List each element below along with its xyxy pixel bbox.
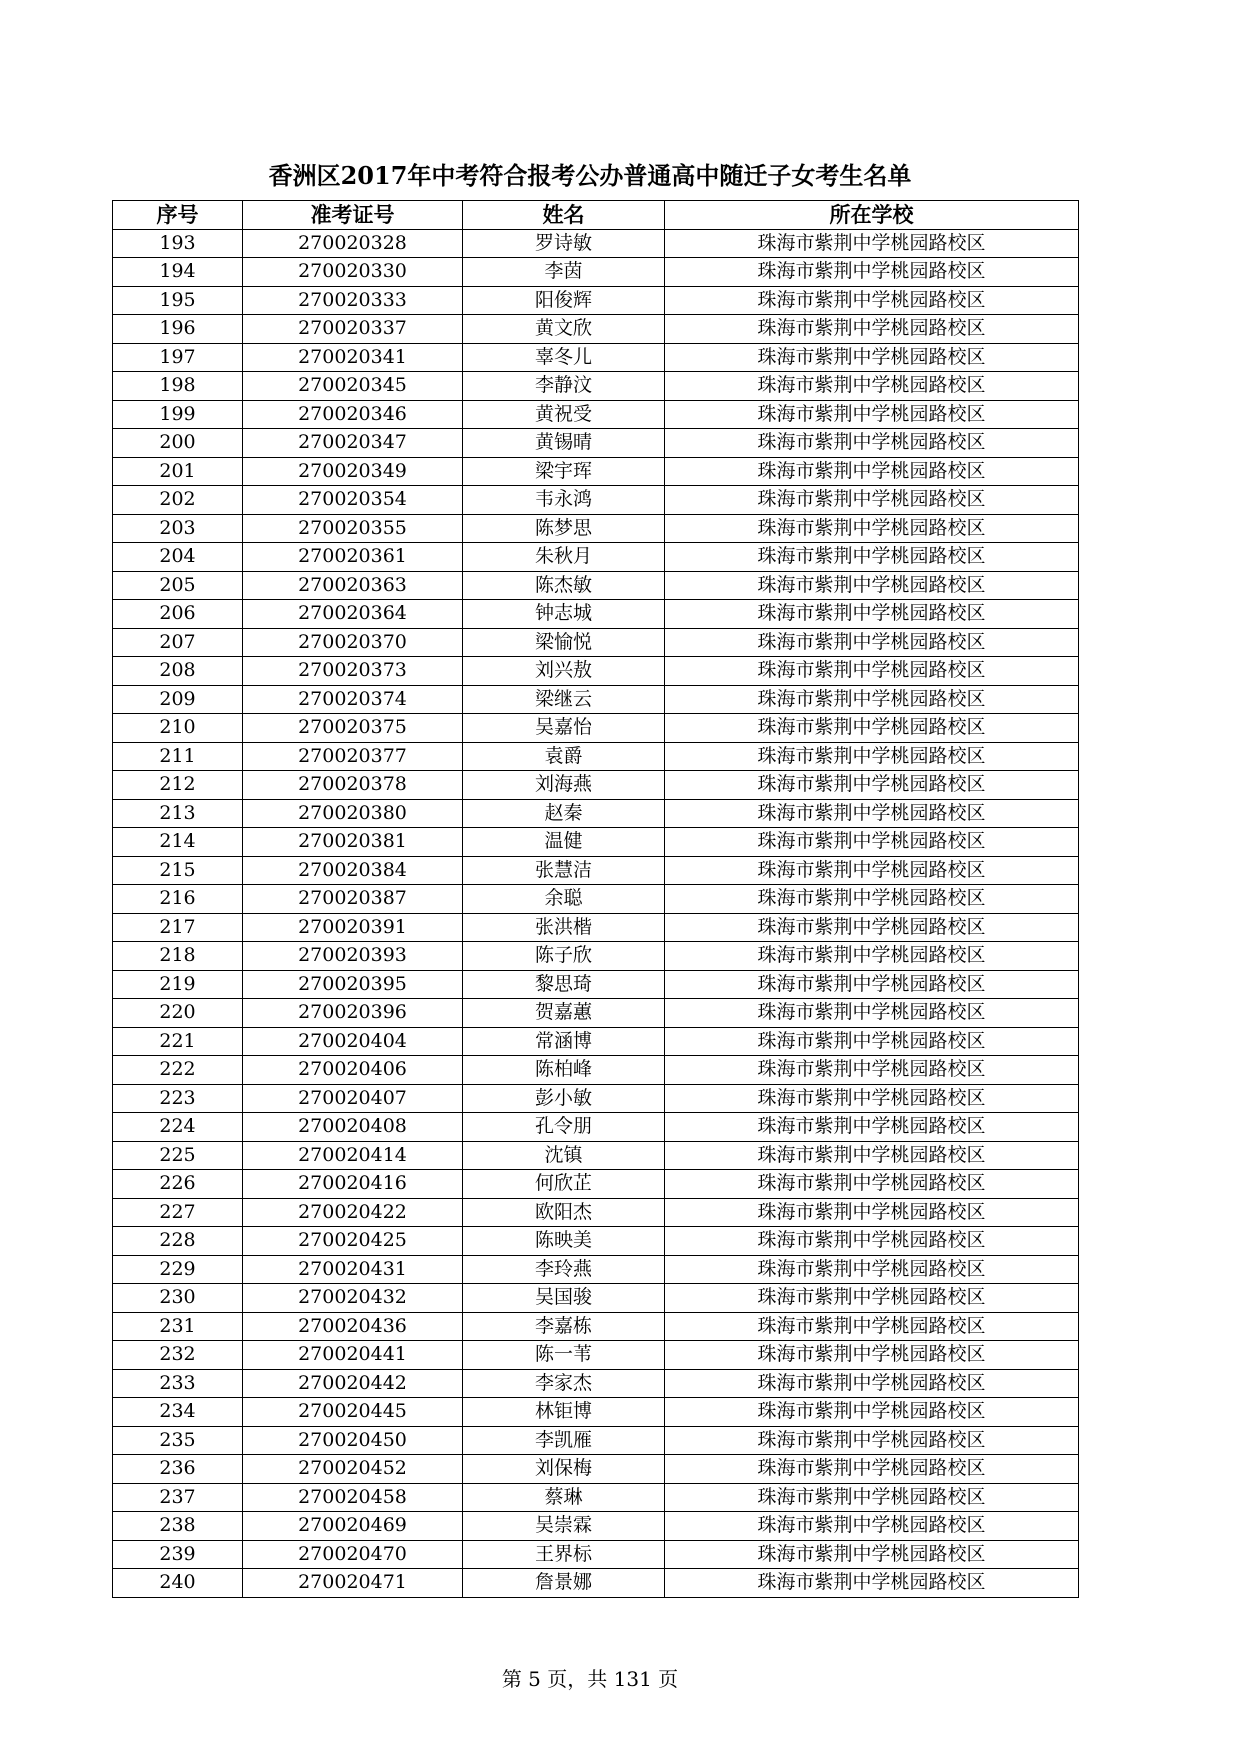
table-row — [113, 771, 1079, 800]
table-row — [113, 657, 1079, 686]
cell-seq: 229 — [113, 1255, 243, 1284]
table-row — [113, 856, 1079, 885]
column-header-seq: 序号 — [113, 201, 243, 230]
cell-school: 珠海市紫荆中学桃园路校区 — [665, 885, 1079, 914]
cell-name: 蔡琳 — [463, 1483, 665, 1512]
table-row — [113, 1027, 1079, 1056]
cell-exam-id: 270020337 — [243, 315, 463, 344]
cell-name: 黄锡晴 — [463, 429, 665, 458]
table-row — [113, 1284, 1079, 1313]
cell-name: 刘海燕 — [463, 771, 665, 800]
cell-school: 珠海市紫荆中学桃园路校区 — [665, 657, 1079, 686]
cell-name: 贺嘉蕙 — [463, 999, 665, 1028]
cell-exam-id: 270020354 — [243, 486, 463, 515]
cell-seq: 230 — [113, 1284, 243, 1313]
table-row — [113, 1540, 1079, 1569]
cell-school: 珠海市紫荆中学桃园路校区 — [665, 372, 1079, 401]
cell-exam-id: 270020387 — [243, 885, 463, 914]
cell-seq: 203 — [113, 514, 243, 543]
table-row — [113, 1455, 1079, 1484]
cell-exam-id: 270020416 — [243, 1170, 463, 1199]
cell-exam-id: 270020346 — [243, 400, 463, 429]
table-row — [113, 942, 1079, 971]
cell-school: 珠海市紫荆中学桃园路校区 — [665, 1341, 1079, 1370]
cell-exam-id: 270020445 — [243, 1398, 463, 1427]
cell-exam-id: 270020355 — [243, 514, 463, 543]
cell-school: 珠海市紫荆中学桃园路校区 — [665, 970, 1079, 999]
cell-name: 李凯雁 — [463, 1426, 665, 1455]
table-row — [113, 913, 1079, 942]
cell-exam-id: 270020414 — [243, 1141, 463, 1170]
cell-name: 刘兴敖 — [463, 657, 665, 686]
cell-exam-id: 270020425 — [243, 1227, 463, 1256]
cell-name: 吴国骏 — [463, 1284, 665, 1313]
cell-name: 黄祝受 — [463, 400, 665, 429]
cell-seq: 232 — [113, 1341, 243, 1370]
cell-name: 余聪 — [463, 885, 665, 914]
cell-school: 珠海市紫荆中学桃园路校区 — [665, 1312, 1079, 1341]
cell-school: 珠海市紫荆中学桃园路校区 — [665, 742, 1079, 771]
cell-school: 珠海市紫荆中学桃园路校区 — [665, 685, 1079, 714]
cell-seq: 219 — [113, 970, 243, 999]
cell-seq: 200 — [113, 429, 243, 458]
cell-exam-id: 270020432 — [243, 1284, 463, 1313]
cell-seq: 196 — [113, 315, 243, 344]
table-row — [113, 1398, 1079, 1427]
cell-school: 珠海市紫荆中学桃园路校区 — [665, 628, 1079, 657]
cell-name: 陈梦思 — [463, 514, 665, 543]
cell-school: 珠海市紫荆中学桃园路校区 — [665, 486, 1079, 515]
cell-name: 李玲燕 — [463, 1255, 665, 1284]
cell-school: 珠海市紫荆中学桃园路校区 — [665, 229, 1079, 258]
cell-seq: 228 — [113, 1227, 243, 1256]
cell-school: 珠海市紫荆中学桃园路校区 — [665, 514, 1079, 543]
cell-school: 珠海市紫荆中学桃园路校区 — [665, 286, 1079, 315]
cell-seq: 204 — [113, 543, 243, 572]
cell-name: 陈柏峰 — [463, 1056, 665, 1085]
cell-exam-id: 270020407 — [243, 1084, 463, 1113]
cell-exam-id: 270020370 — [243, 628, 463, 657]
cell-name: 韦永鸿 — [463, 486, 665, 515]
cell-school: 珠海市紫荆中学桃园路校区 — [665, 258, 1079, 287]
table-row — [113, 1426, 1079, 1455]
cell-seq: 224 — [113, 1113, 243, 1142]
cell-seq: 201 — [113, 457, 243, 486]
cell-exam-id: 270020363 — [243, 571, 463, 600]
cell-exam-id: 270020408 — [243, 1113, 463, 1142]
table-row — [113, 457, 1079, 486]
cell-name: 吴崇霖 — [463, 1512, 665, 1541]
table-row — [113, 1113, 1079, 1142]
cell-school: 珠海市紫荆中学桃园路校区 — [665, 999, 1079, 1028]
table-row — [113, 885, 1079, 914]
cell-name: 李嘉栋 — [463, 1312, 665, 1341]
cell-exam-id: 270020470 — [243, 1540, 463, 1569]
cell-seq: 214 — [113, 828, 243, 857]
cell-exam-id: 270020330 — [243, 258, 463, 287]
cell-school: 珠海市紫荆中学桃园路校区 — [665, 1056, 1079, 1085]
table-row — [113, 1369, 1079, 1398]
cell-name: 孔令朋 — [463, 1113, 665, 1142]
cell-school: 珠海市紫荆中学桃园路校区 — [665, 1141, 1079, 1170]
cell-name: 钟志城 — [463, 600, 665, 629]
cell-school: 珠海市紫荆中学桃园路校区 — [665, 1255, 1079, 1284]
cell-exam-id: 270020381 — [243, 828, 463, 857]
cell-name: 梁继云 — [463, 685, 665, 714]
cell-exam-id: 270020436 — [243, 1312, 463, 1341]
table-row — [113, 1512, 1079, 1541]
cell-name: 沈镇 — [463, 1141, 665, 1170]
cell-school: 珠海市紫荆中学桃园路校区 — [665, 942, 1079, 971]
cell-seq: 236 — [113, 1455, 243, 1484]
cell-exam-id: 270020345 — [243, 372, 463, 401]
cell-exam-id: 270020471 — [243, 1569, 463, 1598]
table-body — [113, 229, 1079, 1597]
cell-seq: 210 — [113, 714, 243, 743]
cell-name: 陈一苇 — [463, 1341, 665, 1370]
cell-school: 珠海市紫荆中学桃园路校区 — [665, 343, 1079, 372]
cell-school: 珠海市紫荆中学桃园路校区 — [665, 1569, 1079, 1598]
cell-school: 珠海市紫荆中学桃园路校区 — [665, 543, 1079, 572]
cell-name: 黄文欣 — [463, 315, 665, 344]
table-row — [113, 628, 1079, 657]
cell-exam-id: 270020395 — [243, 970, 463, 999]
student-roster-table — [112, 200, 1079, 1598]
column-header-school: 所在学校 — [665, 201, 1079, 230]
cell-seq: 231 — [113, 1312, 243, 1341]
cell-exam-id: 270020347 — [243, 429, 463, 458]
cell-seq: 193 — [113, 229, 243, 258]
cell-seq: 217 — [113, 913, 243, 942]
cell-seq: 205 — [113, 571, 243, 600]
cell-school: 珠海市紫荆中学桃园路校区 — [665, 828, 1079, 857]
table-row — [113, 1170, 1079, 1199]
cell-seq: 220 — [113, 999, 243, 1028]
cell-school: 珠海市紫荆中学桃园路校区 — [665, 457, 1079, 486]
cell-exam-id: 270020469 — [243, 1512, 463, 1541]
table-row — [113, 1227, 1079, 1256]
cell-seq: 194 — [113, 258, 243, 287]
cell-seq: 195 — [113, 286, 243, 315]
table-row — [113, 1255, 1079, 1284]
cell-name: 朱秋月 — [463, 543, 665, 572]
cell-name: 阳俊辉 — [463, 286, 665, 315]
cell-school: 珠海市紫荆中学桃园路校区 — [665, 856, 1079, 885]
cell-school: 珠海市紫荆中学桃园路校区 — [665, 315, 1079, 344]
column-header-name: 姓名 — [463, 201, 665, 230]
cell-name: 陈子欣 — [463, 942, 665, 971]
cell-school: 珠海市紫荆中学桃园路校区 — [665, 1084, 1079, 1113]
cell-exam-id: 270020431 — [243, 1255, 463, 1284]
cell-exam-id: 270020333 — [243, 286, 463, 315]
cell-exam-id: 270020364 — [243, 600, 463, 629]
cell-school: 珠海市紫荆中学桃园路校区 — [665, 1027, 1079, 1056]
cell-school: 珠海市紫荆中学桃园路校区 — [665, 1284, 1079, 1313]
cell-school: 珠海市紫荆中学桃园路校区 — [665, 400, 1079, 429]
cell-name: 张慧洁 — [463, 856, 665, 885]
table-row — [113, 486, 1079, 515]
cell-seq: 237 — [113, 1483, 243, 1512]
cell-name: 陈映美 — [463, 1227, 665, 1256]
cell-seq: 227 — [113, 1198, 243, 1227]
cell-seq: 209 — [113, 685, 243, 714]
cell-school: 珠海市紫荆中学桃园路校区 — [665, 1170, 1079, 1199]
cell-seq: 218 — [113, 942, 243, 971]
cell-seq: 238 — [113, 1512, 243, 1541]
cell-school: 珠海市紫荆中学桃园路校区 — [665, 1227, 1079, 1256]
cell-seq: 221 — [113, 1027, 243, 1056]
cell-school: 珠海市紫荆中学桃园路校区 — [665, 429, 1079, 458]
cell-exam-id: 270020384 — [243, 856, 463, 885]
table-row — [113, 1569, 1079, 1598]
cell-name: 欧阳杰 — [463, 1198, 665, 1227]
table-row — [113, 714, 1079, 743]
table-row — [113, 828, 1079, 857]
cell-seq: 233 — [113, 1369, 243, 1398]
cell-name: 李茵 — [463, 258, 665, 287]
cell-exam-id: 270020328 — [243, 229, 463, 258]
cell-school: 珠海市紫荆中学桃园路校区 — [665, 913, 1079, 942]
cell-seq: 226 — [113, 1170, 243, 1199]
cell-seq: 208 — [113, 657, 243, 686]
table-row — [113, 1312, 1079, 1341]
cell-exam-id: 270020361 — [243, 543, 463, 572]
cell-name: 黎思琦 — [463, 970, 665, 999]
cell-school: 珠海市紫荆中学桃园路校区 — [665, 571, 1079, 600]
table-row — [113, 600, 1079, 629]
cell-school: 珠海市紫荆中学桃园路校区 — [665, 1483, 1079, 1512]
page-title: 香洲区2017年中考符合报考公办普通高中随迁子女考生名单 — [268, 161, 912, 190]
cell-name: 常涵博 — [463, 1027, 665, 1056]
table-row — [113, 343, 1079, 372]
cell-exam-id: 270020396 — [243, 999, 463, 1028]
cell-seq: 239 — [113, 1540, 243, 1569]
cell-exam-id: 270020450 — [243, 1426, 463, 1455]
cell-exam-id: 270020373 — [243, 657, 463, 686]
cell-name: 彭小敏 — [463, 1084, 665, 1113]
cell-seq: 198 — [113, 372, 243, 401]
column-header-exam-id: 准考证号 — [243, 201, 463, 230]
cell-name: 陈杰敏 — [463, 571, 665, 600]
cell-school: 珠海市紫荆中学桃园路校区 — [665, 1512, 1079, 1541]
table-header-row — [113, 201, 1079, 230]
cell-seq: 225 — [113, 1141, 243, 1170]
cell-seq: 212 — [113, 771, 243, 800]
cell-seq: 213 — [113, 799, 243, 828]
cell-name: 温健 — [463, 828, 665, 857]
cell-exam-id: 270020378 — [243, 771, 463, 800]
cell-school: 珠海市紫荆中学桃园路校区 — [665, 1455, 1079, 1484]
cell-school: 珠海市紫荆中学桃园路校区 — [665, 1426, 1079, 1455]
table-row — [113, 315, 1079, 344]
cell-seq: 211 — [113, 742, 243, 771]
cell-school: 珠海市紫荆中学桃园路校区 — [665, 600, 1079, 629]
cell-school: 珠海市紫荆中学桃园路校区 — [665, 1398, 1079, 1427]
cell-name: 林钜博 — [463, 1398, 665, 1427]
cell-exam-id: 270020452 — [243, 1455, 463, 1484]
cell-name: 辜冬儿 — [463, 343, 665, 372]
cell-name: 李静汶 — [463, 372, 665, 401]
cell-name: 吴嘉怡 — [463, 714, 665, 743]
cell-name: 刘保梅 — [463, 1455, 665, 1484]
cell-school: 珠海市紫荆中学桃园路校区 — [665, 1369, 1079, 1398]
table-row — [113, 543, 1079, 572]
cell-exam-id: 270020442 — [243, 1369, 463, 1398]
cell-exam-id: 270020380 — [243, 799, 463, 828]
cell-school: 珠海市紫荆中学桃园路校区 — [665, 1113, 1079, 1142]
cell-school: 珠海市紫荆中学桃园路校区 — [665, 1540, 1079, 1569]
cell-seq: 235 — [113, 1426, 243, 1455]
table-row — [113, 1341, 1079, 1370]
table-row — [113, 400, 1079, 429]
cell-name: 赵秦 — [463, 799, 665, 828]
table-row — [113, 229, 1079, 258]
cell-exam-id: 270020349 — [243, 457, 463, 486]
cell-seq: 215 — [113, 856, 243, 885]
cell-school: 珠海市紫荆中学桃园路校区 — [665, 714, 1079, 743]
table-row — [113, 1084, 1079, 1113]
cell-seq: 206 — [113, 600, 243, 629]
cell-name: 张洪楷 — [463, 913, 665, 942]
table-row — [113, 1198, 1079, 1227]
cell-exam-id: 270020393 — [243, 942, 463, 971]
cell-seq: 222 — [113, 1056, 243, 1085]
cell-school: 珠海市紫荆中学桃园路校区 — [665, 799, 1079, 828]
cell-name: 李家杰 — [463, 1369, 665, 1398]
cell-seq: 223 — [113, 1084, 243, 1113]
table-row — [113, 685, 1079, 714]
cell-exam-id: 270020375 — [243, 714, 463, 743]
cell-exam-id: 270020391 — [243, 913, 463, 942]
table-row — [113, 1056, 1079, 1085]
cell-name: 罗诗敏 — [463, 229, 665, 258]
table-row — [113, 742, 1079, 771]
cell-name: 詹景娜 — [463, 1569, 665, 1598]
table-row — [113, 286, 1079, 315]
cell-exam-id: 270020404 — [243, 1027, 463, 1056]
table-row — [113, 999, 1079, 1028]
page-footer: 第 5 页，共 131 页 — [501, 1667, 679, 1691]
cell-seq: 240 — [113, 1569, 243, 1598]
table-row — [113, 799, 1079, 828]
cell-name: 梁愉悦 — [463, 628, 665, 657]
cell-name: 梁宇珲 — [463, 457, 665, 486]
cell-seq: 202 — [113, 486, 243, 515]
cell-school: 珠海市紫荆中学桃园路校区 — [665, 1198, 1079, 1227]
cell-school: 珠海市紫荆中学桃园路校区 — [665, 771, 1079, 800]
table-row — [113, 429, 1079, 458]
cell-exam-id: 270020441 — [243, 1341, 463, 1370]
cell-seq: 199 — [113, 400, 243, 429]
cell-name: 何欣芷 — [463, 1170, 665, 1199]
cell-exam-id: 270020341 — [243, 343, 463, 372]
table-row — [113, 372, 1079, 401]
cell-exam-id: 270020374 — [243, 685, 463, 714]
cell-exam-id: 270020377 — [243, 742, 463, 771]
table-row — [113, 1141, 1079, 1170]
table-row — [113, 571, 1079, 600]
cell-seq: 207 — [113, 628, 243, 657]
cell-name: 袁爵 — [463, 742, 665, 771]
cell-exam-id: 270020422 — [243, 1198, 463, 1227]
cell-exam-id: 270020458 — [243, 1483, 463, 1512]
table-row — [113, 258, 1079, 287]
cell-name: 王界标 — [463, 1540, 665, 1569]
cell-seq: 234 — [113, 1398, 243, 1427]
table-row — [113, 970, 1079, 999]
cell-seq: 197 — [113, 343, 243, 372]
cell-seq: 216 — [113, 885, 243, 914]
table-row — [113, 1483, 1079, 1512]
table-row — [113, 514, 1079, 543]
cell-exam-id: 270020406 — [243, 1056, 463, 1085]
